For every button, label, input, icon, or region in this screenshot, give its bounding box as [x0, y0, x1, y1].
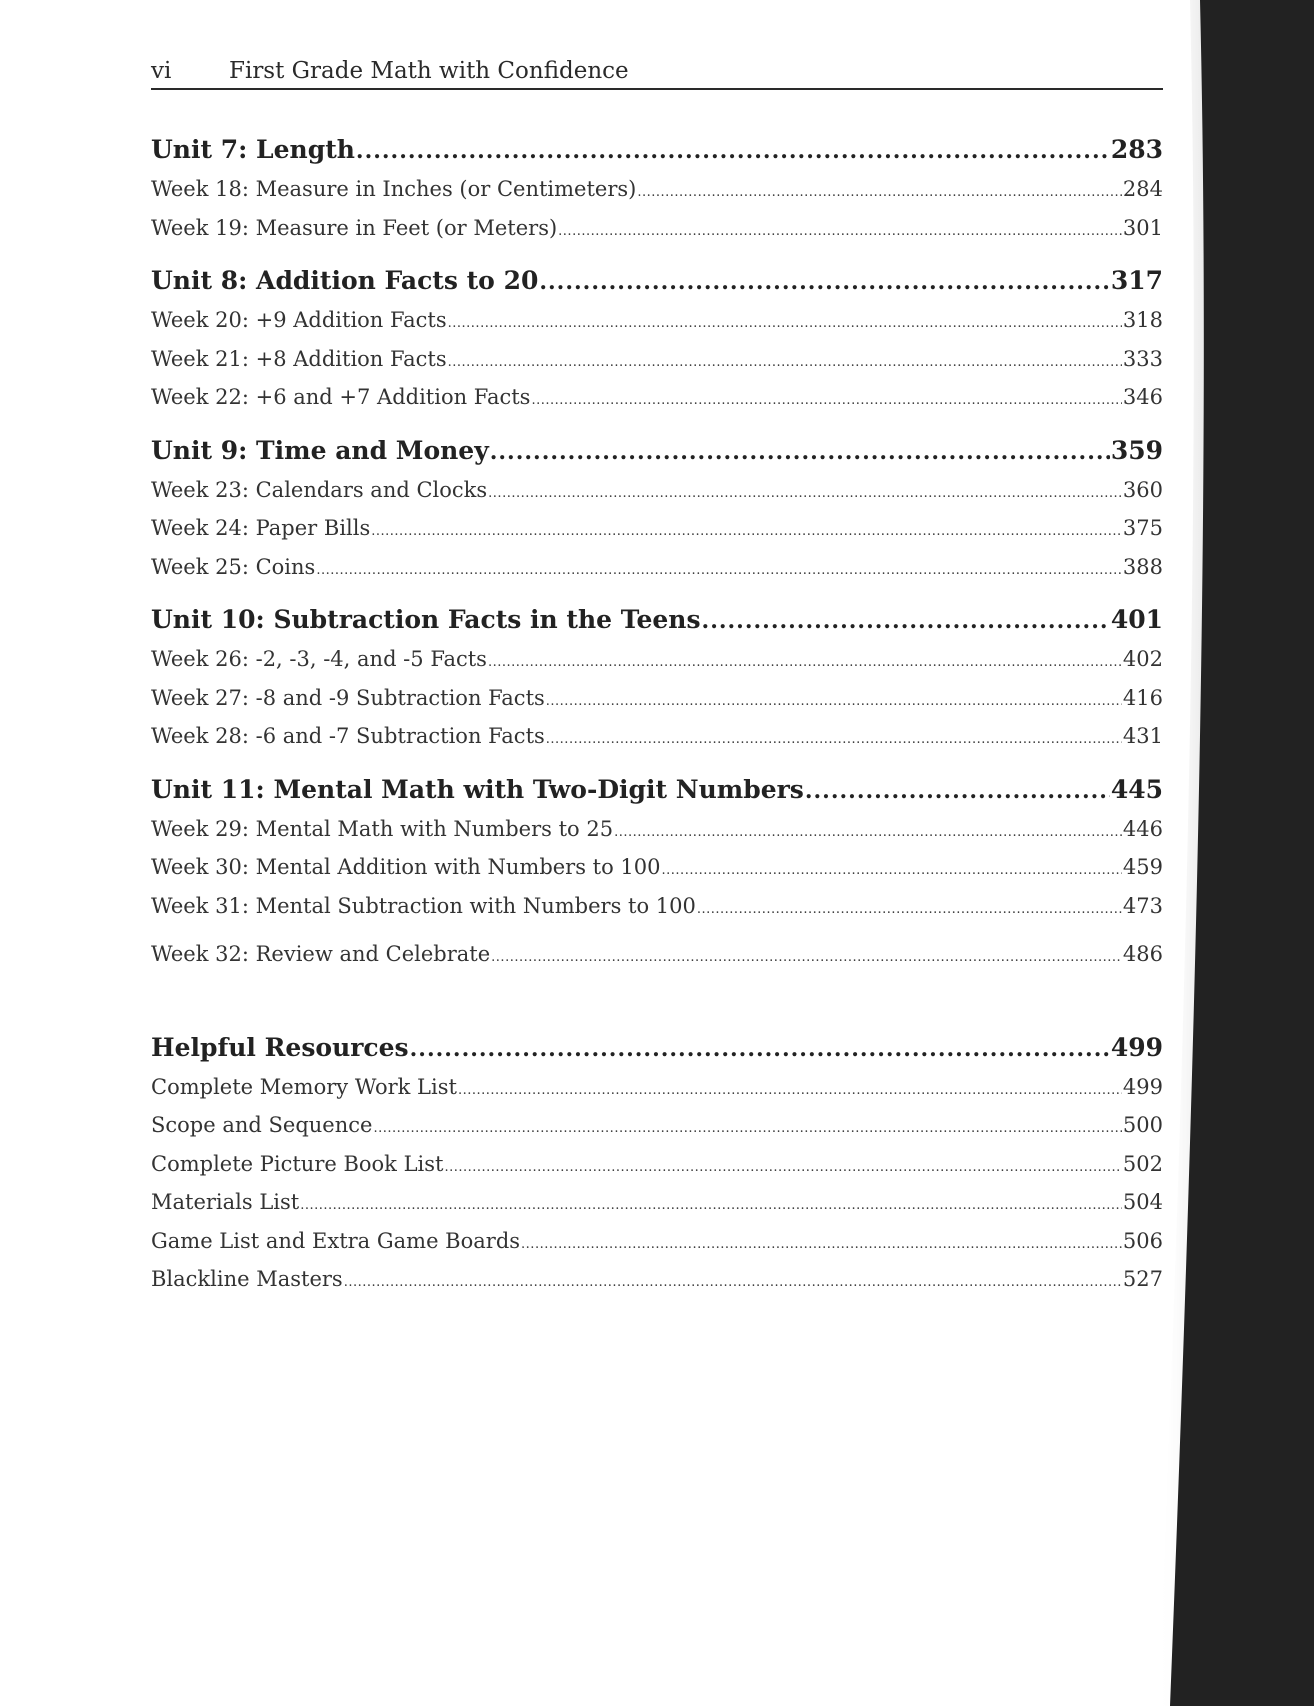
toc-week-entry[interactable] [151, 340, 1163, 379]
dot-leader [490, 432, 1110, 472]
resource-page-number: 502 [1122, 1151, 1163, 1176]
unit-title: Unit 7: Length [151, 135, 355, 164]
week-page-number: 402 [1122, 647, 1163, 671]
toc-week-entry[interactable] [151, 717, 1163, 756]
week-title: Week 26: -2, -3, -4, and -5 Facts [151, 647, 487, 671]
dot-leader [448, 344, 1122, 383]
week-title: Week 31: Mental Subtraction with Numbers to 100 [151, 893, 696, 918]
toc-unit-entry[interactable] [151, 261, 1163, 301]
toc-week-entry[interactable] [151, 378, 1163, 417]
week-title: Week 23: Calendars and Clocks [151, 477, 488, 502]
dot-leader [491, 939, 1122, 978]
dot-leader [805, 771, 1110, 811]
toc-resource-item[interactable] [151, 1183, 1163, 1222]
toc-week-entry[interactable] [151, 301, 1163, 340]
table-of-contents [151, 130, 1163, 1313]
unit-section [151, 770, 1163, 974]
resource-title: Scope and Sequence [151, 1113, 373, 1137]
dot-leader [356, 131, 1110, 171]
toc-week-entry[interactable] [151, 848, 1163, 887]
week-page-number: 486 [1122, 942, 1163, 966]
week-page-number: 473 [1122, 893, 1163, 918]
resource-title: Complete Memory Work List [151, 1074, 457, 1099]
toc-resource-item[interactable] [151, 1222, 1163, 1261]
dot-leader [410, 1029, 1110, 1069]
running-header [151, 54, 1163, 90]
resources-page-number: 499 [1110, 1032, 1163, 1062]
unit-page-number: 401 [1110, 605, 1163, 634]
unit-section [151, 600, 1163, 756]
resource-title: Complete Picture Book List [151, 1151, 444, 1176]
toc-unit-entry[interactable] [151, 600, 1163, 640]
week-page-number: 388 [1122, 554, 1163, 579]
dot-leader [539, 262, 1109, 302]
dot-leader [697, 891, 1122, 930]
header-page-number: vi [151, 58, 172, 84]
dot-leader [371, 513, 1122, 552]
week-title: Week 28: -6 and -7 Subtraction Facts [151, 724, 545, 748]
dot-leader [316, 552, 1122, 591]
unit-title: Unit 8: Addition Facts to 20 [151, 266, 539, 295]
resource-page-number: 500 [1122, 1113, 1163, 1137]
dot-leader [300, 1187, 1122, 1226]
dot-leader [614, 814, 1122, 853]
toc-resource-item[interactable] [151, 1260, 1163, 1299]
week-page-number: 375 [1122, 516, 1163, 540]
unit-page-number: 283 [1110, 135, 1163, 164]
resources-section [151, 1028, 1163, 1299]
week-title: Week 24: Paper Bills [151, 516, 371, 540]
week-title: Week 32: Review and Celebrate [151, 942, 491, 966]
toc-resource-item[interactable] [151, 1106, 1163, 1145]
toc-week-entry[interactable] [151, 810, 1163, 849]
week-title: Week 29: Mental Math with Numbers to 25 [151, 816, 614, 841]
week-page-number: 431 [1122, 724, 1163, 748]
week-page-number: 416 [1122, 685, 1163, 710]
dot-leader [344, 1264, 1122, 1303]
unit-section [151, 431, 1163, 587]
toc-unit-entry[interactable] [151, 130, 1163, 170]
week-title: Week 20: +9 Addition Facts [151, 308, 447, 332]
week-title: Week 21: +8 Addition Facts [151, 346, 447, 371]
dot-leader [444, 1149, 1121, 1188]
week-page-number: 301 [1122, 215, 1163, 240]
toc-resource-item[interactable] [151, 1068, 1163, 1107]
unit-title: Unit 11: Mental Math with Two-Digit Numbers [151, 774, 804, 804]
toc-week-entry[interactable] [151, 640, 1163, 679]
week-title: Week 25: Coins [151, 554, 316, 579]
dot-leader [458, 1072, 1122, 1111]
toc-unit-entry[interactable] [151, 431, 1163, 471]
toc-week-entry[interactable] [151, 679, 1163, 718]
resource-page-number: 499 [1122, 1074, 1163, 1099]
resource-page-number: 506 [1122, 1228, 1163, 1253]
dot-leader [521, 1226, 1122, 1265]
page-edge-shadow [1154, 0, 1314, 1706]
week-page-number: 446 [1122, 816, 1163, 841]
header-book-title: First Grade Math with Confidence [229, 58, 629, 84]
dot-leader [531, 382, 1121, 421]
dot-leader [373, 1110, 1121, 1149]
dot-leader [558, 213, 1122, 252]
unit-section [151, 130, 1163, 247]
unit-page-number: 445 [1110, 774, 1163, 804]
week-title: Week 18: Measure in Inches (or Centimeters) [151, 177, 637, 201]
week-page-number: 284 [1122, 177, 1163, 201]
resource-page-number: 527 [1122, 1267, 1163, 1291]
resource-title: Game List and Extra Game Boards [151, 1228, 521, 1253]
unit-title: Unit 10: Subtraction Facts in the Teens [151, 605, 701, 634]
resource-page-number: 504 [1122, 1190, 1163, 1214]
week-page-number: 318 [1122, 308, 1163, 332]
resources-title: Helpful Resources [151, 1032, 409, 1062]
week-page-number: 333 [1122, 346, 1163, 371]
toc-week-entry[interactable] [151, 887, 1163, 926]
toc-week-entry[interactable] [151, 170, 1163, 209]
week-page-number: 360 [1122, 477, 1163, 502]
dot-leader [488, 644, 1122, 683]
unit-page-number: 359 [1110, 435, 1163, 465]
resource-title: Blackline Masters [151, 1267, 343, 1291]
toc-week-entry[interactable] [151, 471, 1163, 510]
dot-leader [546, 721, 1122, 760]
unit-title: Unit 9: Time and Money [151, 435, 489, 465]
toc-week-entry[interactable] [151, 548, 1163, 587]
toc-week-entry[interactable] [151, 935, 1163, 974]
week-title: Week 27: -8 and -9 Subtraction Facts [151, 685, 545, 710]
week-page-number: 459 [1122, 855, 1163, 879]
week-page-number: 346 [1122, 385, 1163, 409]
dot-leader [546, 683, 1122, 722]
dot-leader [488, 475, 1122, 514]
week-title: Week 22: +6 and +7 Addition Facts [151, 385, 531, 409]
toc-unit-entry[interactable] [151, 770, 1163, 810]
unit-section [151, 261, 1163, 417]
toc-week-entry[interactable] [151, 209, 1163, 248]
resource-title: Materials List [151, 1190, 300, 1214]
dot-leader [662, 852, 1122, 891]
dot-leader [702, 601, 1110, 641]
toc-week-entry[interactable] [151, 509, 1163, 548]
toc-resource-item[interactable] [151, 1145, 1163, 1184]
dot-leader [637, 174, 1122, 213]
week-title: Week 19: Measure in Feet (or Meters) [151, 215, 558, 240]
toc-resources-entry[interactable] [151, 1028, 1163, 1068]
unit-page-number: 317 [1110, 266, 1163, 295]
week-title: Week 30: Mental Addition with Numbers to 100 [151, 855, 661, 879]
dot-leader [448, 305, 1122, 344]
